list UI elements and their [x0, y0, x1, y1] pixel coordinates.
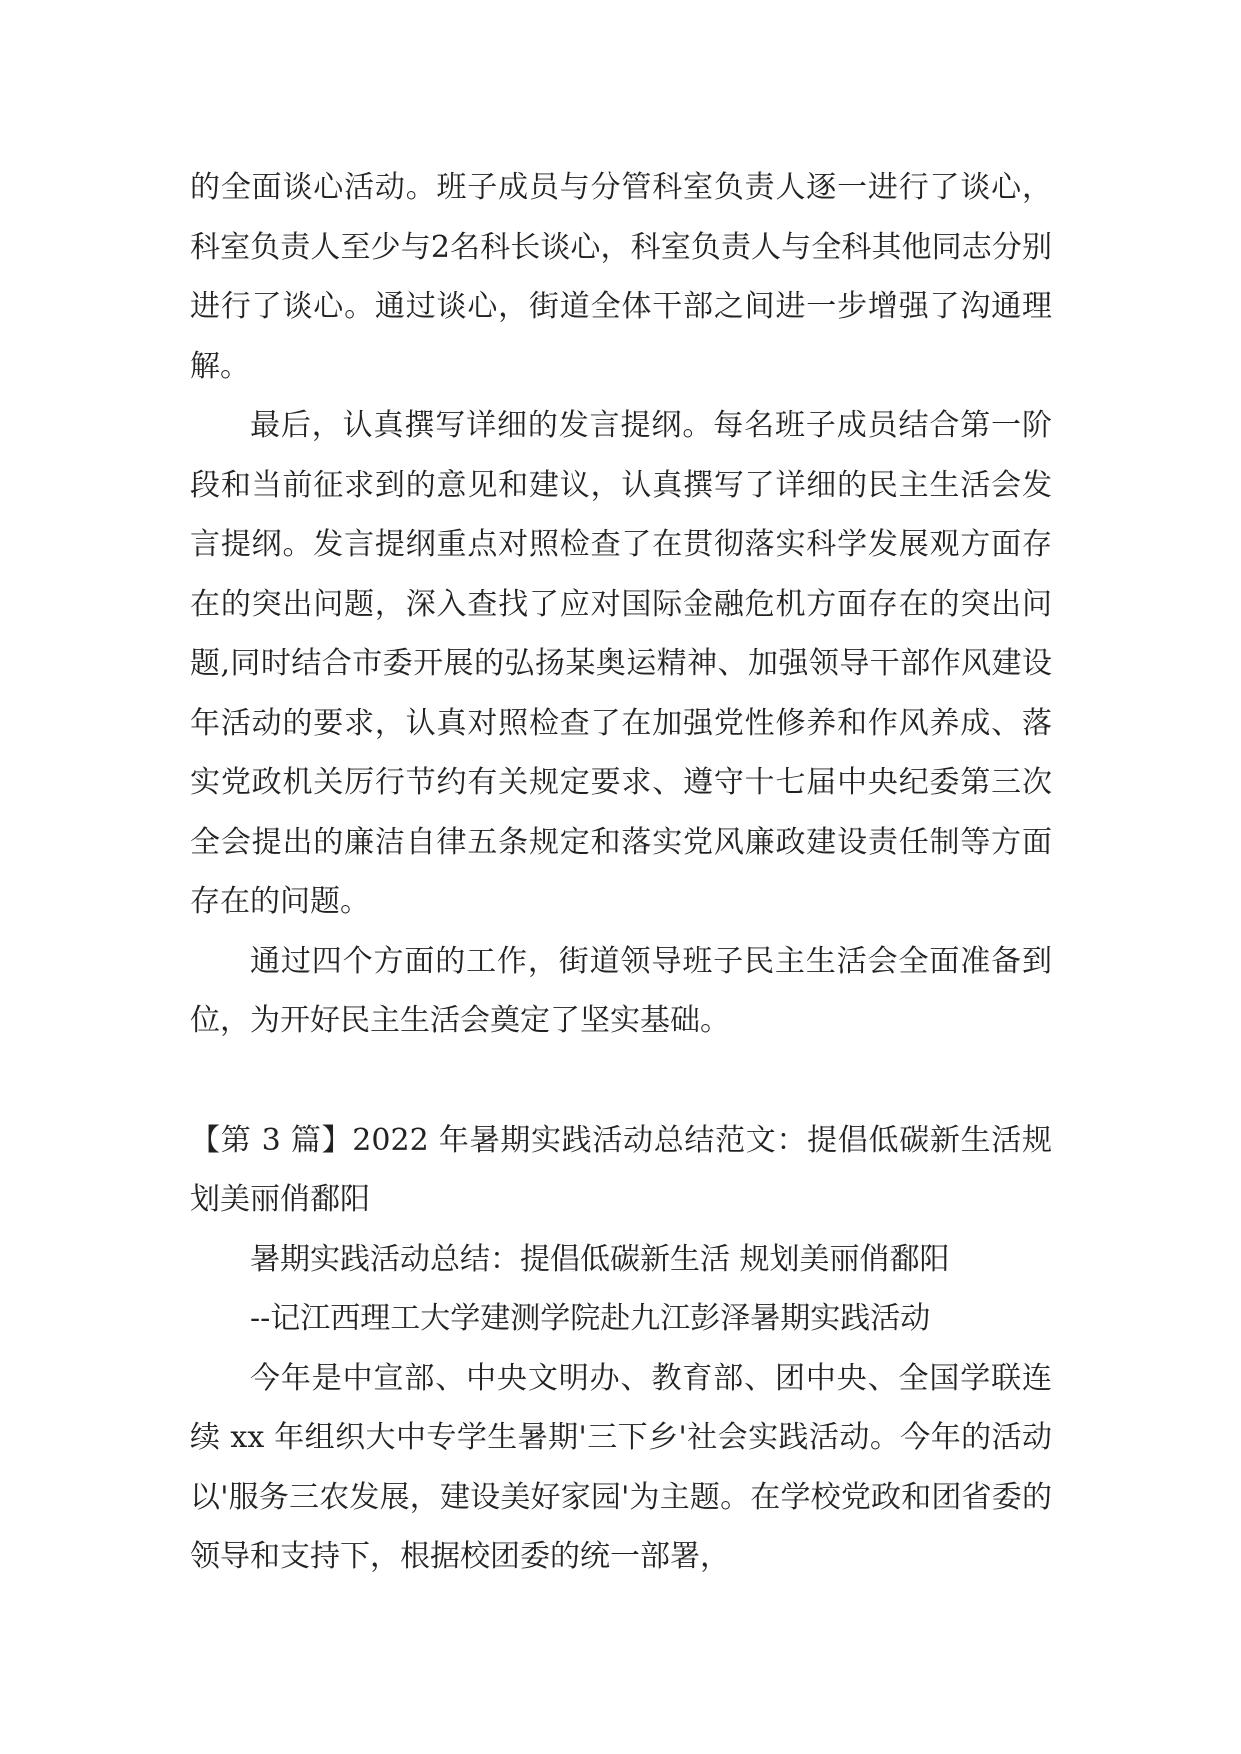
document-body — [190, 158, 1052, 1587]
paragraph-intro: 今年是中宣部、中央文明办、教育部、团中央、全国学联连续 xx 年组织大中专学生暑期'三下乡'社会实践活动。今年的活动以'服务三农发展，建设美好家园'为主题。在学校党政和团省委的领导和支持下，根据校团委的统一部署， — [190, 1360, 1052, 1574]
article-byline: --记江西理工大学建测学院赴九江彭泽暑期实践活动 — [250, 1301, 931, 1336]
paragraph-speech-outline: 最后，认真撰写详细的发言提纲。每名班子成员结合第一阶段和当前征求到的意见和建议，认真撰写了详细的民主生活会发言提纲。发言提纲重点对照检查了在贯彻落实科学发展观方面存在的突出问题，深入查找了应对国际金融危机方面存在的突出问题,同时结合市委开展的弘扬某奥运精神、加强领导干部作风建设年活动的要求，认真对照检查了在加强党性修养和作风养成、落实党政机关厉行节约有关规定要求、遵守十七届中央纪委第三次全会提出的廉洁自律五条规定和落实党风廉政建设责任制等方面存在的问题。 — [190, 408, 1052, 919]
paragraph-conclusion: 通过四个方面的工作，街道领导班子民主生活会全面准备到位，为开好民主生活会奠定了坚实基础。 — [190, 943, 1052, 1038]
section-gap — [190, 1051, 1052, 1111]
paragraph-talk-activities: 的全面谈心活动。班子成员与分管科室负责人逐一进行了谈心，科室负责人至少与2名科长谈心，科室负责人与全科其他同志分别进行了谈心。通过谈心，街道全体干部之间进一步增强了沟通理解。 — [190, 170, 1052, 384]
article-heading: 【第 3 篇】2022 年暑期实践活动总结范文：提倡低碳新生活规划美丽俏鄱阳 — [190, 1122, 1052, 1217]
article-subtitle: 暑期实践活动总结：提倡低碳新生活 规划美丽俏鄱阳 — [250, 1241, 950, 1277]
